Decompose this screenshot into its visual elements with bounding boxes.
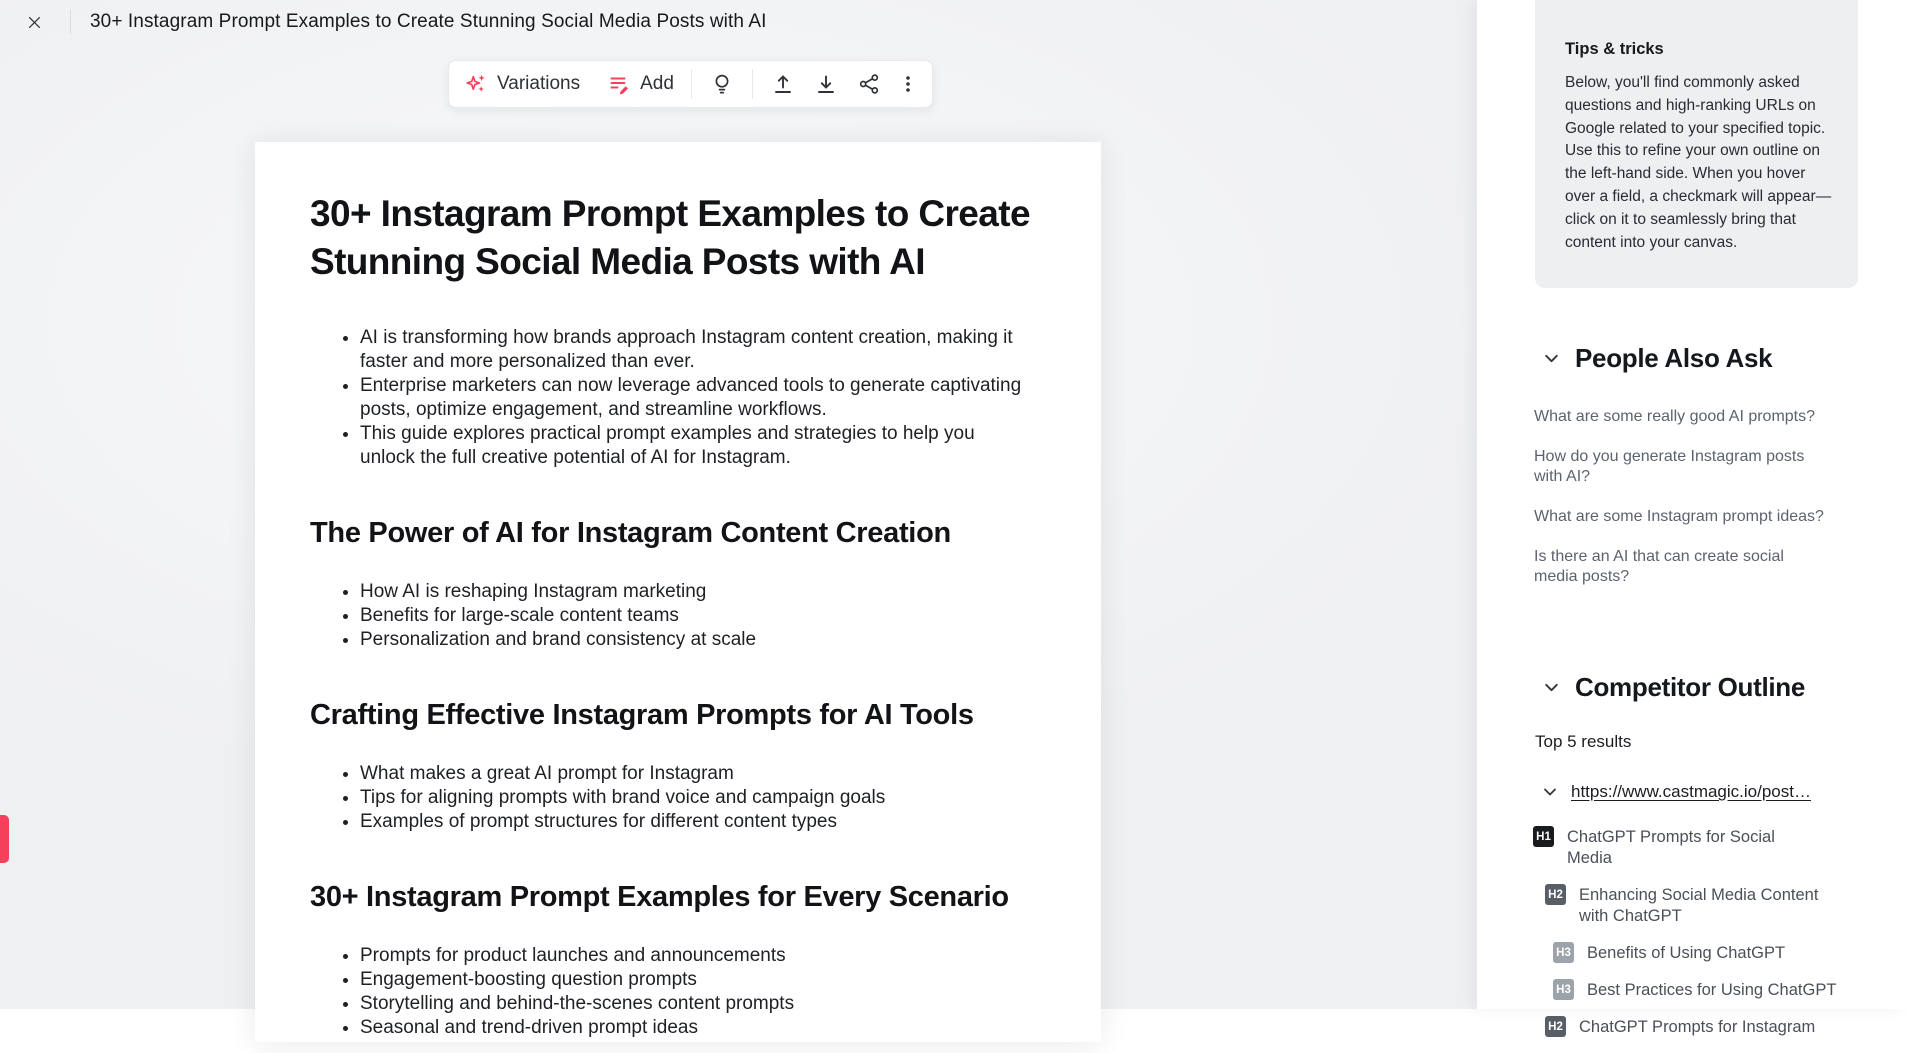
outline-item-text: Enhancing Social Media Content with ChatGPT — [1579, 886, 1819, 925]
share-button[interactable] — [856, 72, 882, 96]
download-icon — [814, 72, 838, 96]
bullet-item[interactable]: Personalization and brand consistency at scale — [340, 628, 1030, 652]
sparkles-icon — [464, 72, 488, 96]
upload-icon — [771, 72, 795, 96]
section-bullet-list — [340, 762, 1030, 834]
question-list — [1477, 407, 1908, 587]
section-heading-h2[interactable]: 30+ Instagram Prompt Examples for Every Scenario — [310, 881, 1009, 913]
topbar — [0, 0, 767, 44]
people-also-ask-heading: People Also Ask — [1575, 343, 1773, 373]
section-bullet-list — [340, 580, 1030, 652]
intro-bullet-list — [340, 326, 1030, 470]
chevron-down-icon — [1543, 679, 1560, 696]
question-item[interactable]: What are some really good AI prompts? — [1534, 408, 1816, 425]
kebab-menu-icon — [898, 72, 918, 96]
competitor-outline-toggle[interactable] — [1477, 672, 1908, 703]
top-results-label: Top 5 results — [1535, 732, 1632, 751]
bullet-item[interactable]: This guide explores practical prompt examples and strategies to help you unlock the full creative potential of AI for Instagram. — [340, 422, 1030, 470]
section-heading-h2[interactable]: The Power of AI for Instagram Content Creation — [310, 517, 951, 549]
document-heading-h1[interactable]: 30+ Instagram Prompt Examples to Create Stunning Social Media Posts with AI — [310, 193, 1030, 282]
toolbar-divider — [691, 69, 692, 99]
tips-and-tricks-box — [1535, 0, 1858, 288]
outline-item-text: Best Practices for Using ChatGPT — [1587, 981, 1837, 999]
more-options-button[interactable] — [899, 72, 917, 96]
outline-item-text: ChatGPT Prompts for Social Media — [1567, 828, 1775, 867]
upload-button[interactable] — [770, 72, 796, 96]
section-heading-h2[interactable]: Crafting Effective Instagram Prompts for AI Tools — [310, 699, 974, 731]
h3-badge: H3 — [1553, 979, 1574, 1000]
research-sidebar — [1477, 0, 1908, 1036]
add-content-icon — [607, 72, 631, 96]
bullet-item[interactable]: Tips for aligning prompts with brand voice and campaign goals — [340, 786, 1030, 810]
topbar-divider — [70, 10, 71, 34]
h2-badge: H2 — [1545, 884, 1566, 905]
lightbulb-icon — [710, 72, 734, 96]
add-button[interactable] — [607, 72, 674, 96]
variations-label: Variations — [497, 73, 581, 94]
bullet-item[interactable]: Benefits for large-scale content teams — [340, 604, 1030, 628]
toolbar-divider — [752, 69, 753, 99]
bullet-item[interactable]: How AI is reshaping Instagram marketing — [340, 580, 1030, 604]
bullet-item[interactable]: Prompts for product launches and announcements — [340, 944, 1030, 968]
share-icon — [857, 72, 881, 96]
bullet-item[interactable]: What makes a great AI prompt for Instagram — [340, 762, 1030, 786]
bullet-item[interactable]: Seasonal and trend-driven prompt ideas — [340, 1016, 1030, 1040]
tips-heading: Tips & tricks — [1565, 40, 1664, 58]
bullet-item[interactable]: Examples of prompt structures for different content types — [340, 810, 1030, 834]
chevron-down-icon — [1543, 350, 1560, 367]
h2-badge: H2 — [1545, 1016, 1566, 1037]
outline-item-h3[interactable] — [1553, 942, 1908, 964]
question-item[interactable]: Is there an AI that can create social media posts? — [1534, 548, 1784, 585]
tips-body-text: Below, you'll find commonly asked questions and high-ranking URLs on Google related to your specified topic. Use this to refine your own outline on the left-hand side. When you hover over a field, a checkmark will appear—click on it to seamlessly bring that content into your canvas. — [1565, 74, 1832, 251]
competitor-outline-heading: Competitor Outline — [1575, 672, 1806, 702]
section-bullet-list — [340, 944, 1030, 1040]
competitor-url-toggle[interactable] — [1477, 782, 1908, 802]
document-page[interactable] — [255, 142, 1101, 1042]
close-button[interactable] — [24, 12, 44, 32]
competitor-outline-list — [1477, 826, 1908, 1038]
chevron-down-icon — [1542, 784, 1558, 800]
outline-item-h2[interactable] — [1545, 1016, 1908, 1038]
bullet-item[interactable]: Enterprise marketers can now leverage advanced tools to generate captivating posts, optimize engagement, and streamline workflows. — [340, 374, 1030, 422]
competitor-outline-section — [1477, 672, 1908, 1053]
download-button[interactable] — [813, 72, 839, 96]
floating-toolbar — [448, 60, 933, 108]
people-also-ask-toggle[interactable] — [1477, 343, 1908, 374]
outline-item-h3[interactable] — [1553, 979, 1908, 1001]
people-also-ask-section — [1477, 343, 1908, 607]
competitor-url-link[interactable]: https://www.castmagic.io/post… — [1571, 782, 1811, 801]
add-label: Add — [640, 73, 674, 94]
outline-item-text: Benefits of Using ChatGPT — [1587, 944, 1786, 962]
outline-item-text: ChatGPT Prompts for Instagram — [1579, 1018, 1816, 1036]
tips-button[interactable] — [709, 72, 735, 96]
bullet-item[interactable]: Storytelling and behind-the-scenes content prompts — [340, 992, 1030, 1016]
collapsed-panel-handle[interactable] — [0, 815, 9, 863]
question-item[interactable]: How do you generate Instagram posts with AI? — [1534, 448, 1805, 485]
close-icon — [26, 14, 43, 31]
outline-item-h2[interactable] — [1545, 884, 1908, 927]
h1-badge: H1 — [1533, 826, 1554, 847]
outline-item-h1[interactable] — [1533, 826, 1908, 869]
bullet-item[interactable]: Engagement-boosting question prompts — [340, 968, 1030, 992]
h3-badge: H3 — [1553, 942, 1574, 963]
document-title-topbar: 30+ Instagram Prompt Examples to Create Stunning Social Media Posts with AI — [90, 11, 767, 32]
variations-button[interactable] — [464, 72, 580, 96]
bullet-item[interactable]: AI is transforming how brands approach Instagram content creation, making it faster and more personalized than ever. — [340, 326, 1030, 374]
question-item[interactable]: What are some Instagram prompt ideas? — [1534, 508, 1824, 525]
